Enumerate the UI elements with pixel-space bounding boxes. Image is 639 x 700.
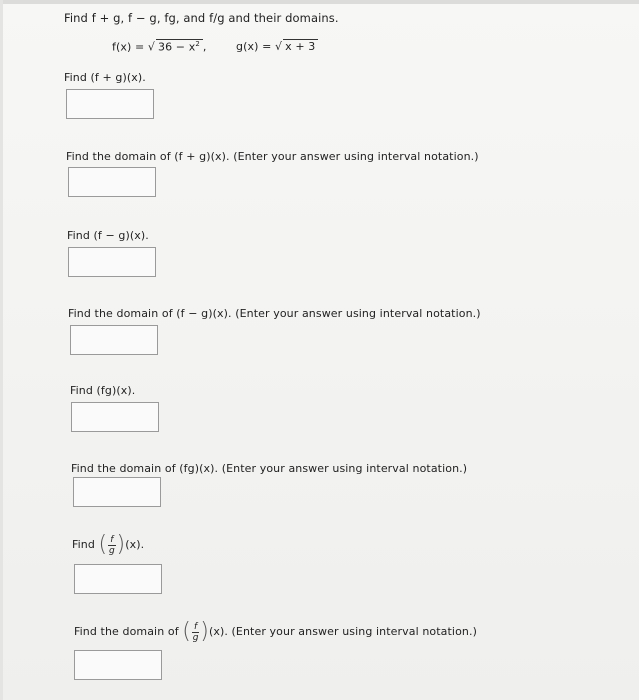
problem-prompt: Find f + g, f − g, fg, and f/g and their domains. [64,11,339,25]
answer-input-quotient-domain[interactable] [74,650,162,680]
fraction-f-over-g-domain: ( $\frac{f}{g}$ ) [182,619,209,644]
answer-input-difference[interactable] [68,247,156,277]
f-definition: f(x) = √ $36 - x^2$ , [112,40,207,54]
question-quotient-domain-label: Find the domain of ( $\frac{f}{g}$ ) (x). (Enter your answer using interval notation.) [74,619,477,644]
left-border [0,0,3,700]
question-difference-domain-label: Find the domain of (f − g)(x). (Enter your answer using interval notation.) [68,307,481,320]
answer-input-product-domain[interactable] [73,477,161,507]
answer-input-sum-domain[interactable] [68,167,156,197]
question-product-domain-label: Find the domain of (fg)(x). (Enter your answer using interval notation.) [71,462,468,475]
g-definition: g(x) = √ x + 3 [236,39,318,53]
top-border [0,0,639,4]
answer-input-sum[interactable] [66,89,154,119]
question-sum-domain-label: Find the domain of (f + g)(x). (Enter your answer using interval notation.) [66,150,479,163]
answer-input-difference-domain[interactable] [70,325,158,355]
answer-input-product[interactable] [71,402,159,432]
fraction-f-over-g: ( $\frac{f}{g}$ ) [98,532,126,557]
question-sum-label: Find (f + g)(x). [64,71,146,84]
question-quotient-label: Find ( $\frac{f}{g}$ ) (x). [72,532,145,557]
question-difference-label: Find (f − g)(x). [67,229,149,242]
question-product-label: Find (fg)(x). [70,384,136,397]
answer-input-quotient[interactable] [74,564,162,594]
